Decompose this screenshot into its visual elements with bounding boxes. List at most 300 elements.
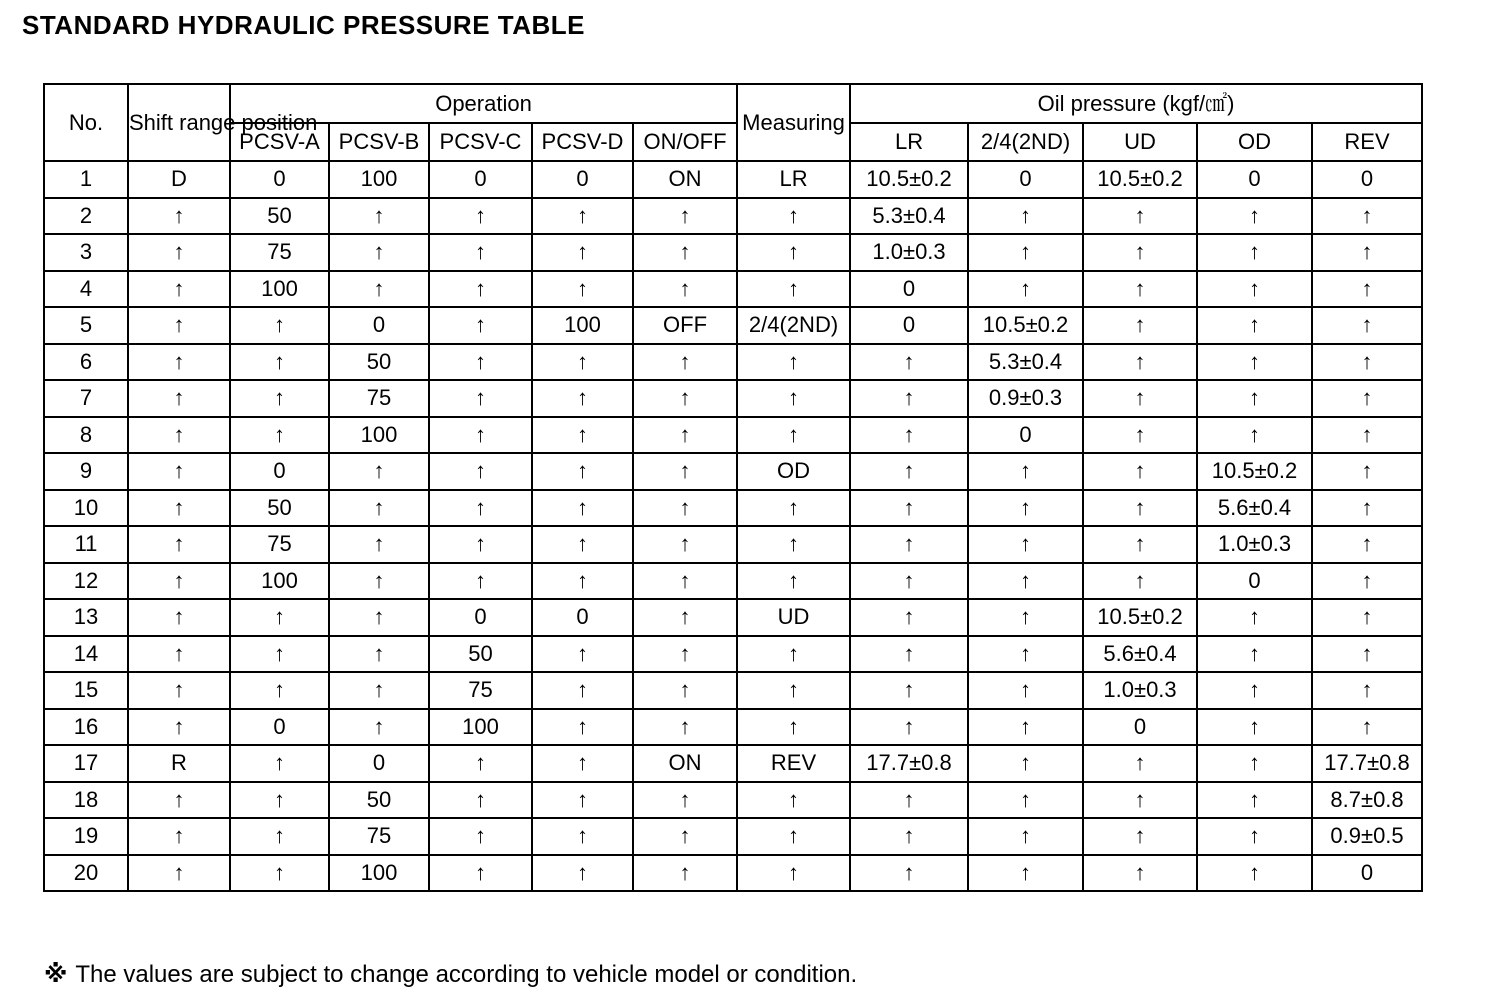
header-ud: UD [1083, 123, 1197, 161]
cell-ud: ↑ [1083, 563, 1197, 600]
cell-shift-range: ↑ [128, 709, 230, 746]
table-row [44, 818, 1422, 855]
cell-on-off: ↑ [633, 636, 737, 673]
cell-ud: ↑ [1083, 198, 1197, 235]
cell-od: 0 [1197, 161, 1312, 198]
cell-rev: ↑ [1312, 709, 1422, 746]
cell-pcsv-d: 100 [532, 307, 633, 344]
cell-pcsv-b: 50 [329, 782, 429, 819]
cell-pcsv-b: ↑ [329, 636, 429, 673]
cell-rev: ↑ [1312, 417, 1422, 454]
hydraulic-pressure-table [43, 83, 1423, 892]
cell-rev: ↑ [1312, 490, 1422, 527]
cell-pcsv-d: ↑ [532, 271, 633, 308]
cell-pcsv-c: ↑ [429, 417, 532, 454]
cell-shift-range: ↑ [128, 380, 230, 417]
cell-measuring: 2/4(2ND) [737, 307, 850, 344]
cell-pcsv-d: ↑ [532, 453, 633, 490]
cell-pcsv-a: 50 [230, 198, 329, 235]
cell-lr: 0 [850, 307, 968, 344]
cell-shift-range: ↑ [128, 234, 230, 271]
cell-pcsv-a: 100 [230, 271, 329, 308]
cell-pcsv-d: ↑ [532, 344, 633, 381]
cell-no: 11 [44, 526, 128, 563]
cell-rev: ↑ [1312, 599, 1422, 636]
cell-no: 13 [44, 599, 128, 636]
cell-pcsv-c: ↑ [429, 234, 532, 271]
cell-lr: ↑ [850, 526, 968, 563]
cell-no: 3 [44, 234, 128, 271]
cell-lr: ↑ [850, 453, 968, 490]
cell-on-off: ↑ [633, 818, 737, 855]
cell-pcsv-b: 100 [329, 855, 429, 892]
cell-shift-range: D [128, 161, 230, 198]
cell-measuring: ↑ [737, 563, 850, 600]
cell-rev: ↑ [1312, 307, 1422, 344]
cell-rev: ↑ [1312, 234, 1422, 271]
cell-pcsv-d: ↑ [532, 855, 633, 892]
cell-measuring: ↑ [737, 380, 850, 417]
cell-2-4-2nd: ↑ [968, 271, 1083, 308]
cell-2-4-2nd: ↑ [968, 599, 1083, 636]
cell-ud: 1.0±0.3 [1083, 672, 1197, 709]
cell-shift-range: ↑ [128, 307, 230, 344]
cell-on-off: ↑ [633, 855, 737, 892]
cell-ud: 10.5±0.2 [1083, 161, 1197, 198]
cell-pcsv-b: ↑ [329, 599, 429, 636]
cell-on-off: ON [633, 161, 737, 198]
table-header [44, 84, 1422, 161]
cell-ud: ↑ [1083, 818, 1197, 855]
cell-pcsv-d: ↑ [532, 380, 633, 417]
cell-measuring: UD [737, 599, 850, 636]
cell-ud: ↑ [1083, 271, 1197, 308]
cell-pcsv-b: ↑ [329, 709, 429, 746]
cell-measuring: ↑ [737, 782, 850, 819]
cell-shift-range: ↑ [128, 490, 230, 527]
cell-ud: 5.6±0.4 [1083, 636, 1197, 673]
cell-pcsv-a: ↑ [230, 344, 329, 381]
cell-pcsv-b: ↑ [329, 271, 429, 308]
cell-on-off: ↑ [633, 198, 737, 235]
cell-od: ↑ [1197, 672, 1312, 709]
header-operation: Operation [230, 84, 737, 123]
cell-2-4-2nd: ↑ [968, 526, 1083, 563]
cell-2-4-2nd: ↑ [968, 234, 1083, 271]
cell-pcsv-b: 100 [329, 417, 429, 454]
cell-measuring: ↑ [737, 636, 850, 673]
table-row [44, 855, 1422, 892]
cell-on-off: ↑ [633, 599, 737, 636]
cell-on-off: ↑ [633, 417, 737, 454]
cell-rev: ↑ [1312, 672, 1422, 709]
cell-od: ↑ [1197, 307, 1312, 344]
table-row [44, 307, 1422, 344]
cell-pcsv-b: ↑ [329, 198, 429, 235]
cell-rev: ↑ [1312, 380, 1422, 417]
cell-no: 6 [44, 344, 128, 381]
table-row [44, 344, 1422, 381]
cell-pcsv-d: ↑ [532, 234, 633, 271]
header-pcsv-c: PCSV-C [429, 123, 532, 161]
cell-pcsv-a: ↑ [230, 417, 329, 454]
cell-measuring: ↑ [737, 490, 850, 527]
page-title: STANDARD HYDRAULIC PRESSURE TABLE [22, 10, 585, 40]
cell-rev: ↑ [1312, 344, 1422, 381]
cell-no: 7 [44, 380, 128, 417]
cell-pcsv-c: 75 [429, 672, 532, 709]
cell-no: 14 [44, 636, 128, 673]
cell-2-4-2nd: 0.9±0.3 [968, 380, 1083, 417]
cell-od: ↑ [1197, 417, 1312, 454]
cell-pcsv-a: 50 [230, 490, 329, 527]
cell-pcsv-c: ↑ [429, 782, 532, 819]
cell-pcsv-d: ↑ [532, 818, 633, 855]
cell-lr: ↑ [850, 782, 968, 819]
cell-ud: ↑ [1083, 417, 1197, 454]
header-row-1 [44, 84, 1422, 123]
cell-od: ↑ [1197, 271, 1312, 308]
table-row [44, 782, 1422, 819]
cell-od: ↑ [1197, 745, 1312, 782]
cell-pcsv-a: 0 [230, 453, 329, 490]
cell-pcsv-b: 50 [329, 344, 429, 381]
cell-2-4-2nd: ↑ [968, 198, 1083, 235]
cell-pcsv-a: 75 [230, 234, 329, 271]
header-row-2 [44, 123, 1422, 161]
cell-pcsv-d: ↑ [532, 709, 633, 746]
header-pcsv-d: PCSV-D [532, 123, 633, 161]
header-shift-range-position: Shift range position [128, 84, 230, 161]
cell-measuring: ↑ [737, 855, 850, 892]
cell-2-4-2nd: 0 [968, 417, 1083, 454]
header-lr: LR [850, 123, 968, 161]
cell-pcsv-b: ↑ [329, 234, 429, 271]
cell-on-off: ↑ [633, 526, 737, 563]
cell-lr: 5.3±0.4 [850, 198, 968, 235]
cell-no: 4 [44, 271, 128, 308]
cell-no: 18 [44, 782, 128, 819]
cell-od: ↑ [1197, 855, 1312, 892]
cell-rev: ↑ [1312, 198, 1422, 235]
cell-on-off: ↑ [633, 563, 737, 600]
cell-on-off: ↑ [633, 709, 737, 746]
cell-shift-range: ↑ [128, 818, 230, 855]
cell-pcsv-d: 0 [532, 599, 633, 636]
table-row [44, 271, 1422, 308]
cell-2-4-2nd: ↑ [968, 490, 1083, 527]
cell-pcsv-c: ↑ [429, 307, 532, 344]
cell-pcsv-b: 100 [329, 161, 429, 198]
cell-lr: ↑ [850, 490, 968, 527]
cell-pcsv-d: ↑ [532, 526, 633, 563]
cell-od: ↑ [1197, 599, 1312, 636]
header-no: No. [44, 84, 128, 161]
cell-pcsv-b: ↑ [329, 453, 429, 490]
cell-lr: ↑ [850, 709, 968, 746]
cell-pcsv-b: ↑ [329, 563, 429, 600]
cell-pcsv-d: ↑ [532, 636, 633, 673]
cell-on-off: ↑ [633, 344, 737, 381]
table-row [44, 490, 1422, 527]
reference-mark-icon: ※ [44, 961, 68, 988]
cell-on-off: ↑ [633, 234, 737, 271]
cell-shift-range: R [128, 745, 230, 782]
cell-rev: 0 [1312, 855, 1422, 892]
cell-shift-range: ↑ [128, 636, 230, 673]
header-2-4-2nd: 2/4(2ND) [968, 123, 1083, 161]
cell-ud: ↑ [1083, 526, 1197, 563]
cell-pcsv-b: 0 [329, 745, 429, 782]
cell-2-4-2nd: ↑ [968, 672, 1083, 709]
cell-no: 17 [44, 745, 128, 782]
cell-rev: 0 [1312, 161, 1422, 198]
cell-no: 10 [44, 490, 128, 527]
cell-pcsv-d: ↑ [532, 490, 633, 527]
cell-on-off: OFF [633, 307, 737, 344]
cell-shift-range: ↑ [128, 672, 230, 709]
cell-pcsv-a: ↑ [230, 672, 329, 709]
cell-pcsv-a: ↑ [230, 307, 329, 344]
cell-measuring: ↑ [737, 818, 850, 855]
cell-pcsv-b: 75 [329, 380, 429, 417]
table-row [44, 198, 1422, 235]
cell-measuring: ↑ [737, 234, 850, 271]
cell-pcsv-a: ↑ [230, 599, 329, 636]
cell-pcsv-a: ↑ [230, 818, 329, 855]
cell-measuring: ↑ [737, 709, 850, 746]
cell-pcsv-d: ↑ [532, 563, 633, 600]
table-row [44, 526, 1422, 563]
cell-on-off: ↑ [633, 380, 737, 417]
cell-ud: ↑ [1083, 782, 1197, 819]
cell-od: ↑ [1197, 636, 1312, 673]
cell-ud: ↑ [1083, 344, 1197, 381]
cell-shift-range: ↑ [128, 344, 230, 381]
cell-shift-range: ↑ [128, 599, 230, 636]
table-row [44, 234, 1422, 271]
cell-pcsv-d: ↑ [532, 672, 633, 709]
cell-pcsv-c: 0 [429, 161, 532, 198]
cell-measuring: REV [737, 745, 850, 782]
header-on-off: ON/OFF [633, 123, 737, 161]
cell-lr: ↑ [850, 818, 968, 855]
table-row [44, 161, 1422, 198]
table-row [44, 599, 1422, 636]
footnote [44, 960, 857, 989]
cell-pcsv-c: ↑ [429, 344, 532, 381]
table-row [44, 636, 1422, 673]
header-od: OD [1197, 123, 1312, 161]
cell-pcsv-a: ↑ [230, 745, 329, 782]
cell-pcsv-d: ↑ [532, 417, 633, 454]
cell-rev: ↑ [1312, 526, 1422, 563]
cell-no: 8 [44, 417, 128, 454]
table-row [44, 563, 1422, 600]
cell-2-4-2nd: 10.5±0.2 [968, 307, 1083, 344]
cell-shift-range: ↑ [128, 782, 230, 819]
cell-2-4-2nd: ↑ [968, 709, 1083, 746]
cell-pcsv-c: ↑ [429, 198, 532, 235]
cell-no: 15 [44, 672, 128, 709]
cell-measuring: ↑ [737, 417, 850, 454]
cell-on-off: ↑ [633, 490, 737, 527]
cell-on-off: ↑ [633, 782, 737, 819]
cell-ud: 10.5±0.2 [1083, 599, 1197, 636]
cell-ud: ↑ [1083, 307, 1197, 344]
cell-rev: 8.7±0.8 [1312, 782, 1422, 819]
cell-pcsv-c: ↑ [429, 453, 532, 490]
cell-lr: 0 [850, 271, 968, 308]
cell-pcsv-c: 100 [429, 709, 532, 746]
cell-lr: ↑ [850, 563, 968, 600]
cell-pcsv-c: ↑ [429, 855, 532, 892]
cell-od: ↑ [1197, 709, 1312, 746]
cell-pcsv-a: ↑ [230, 855, 329, 892]
table-row [44, 745, 1422, 782]
cell-2-4-2nd: ↑ [968, 818, 1083, 855]
cell-od: ↑ [1197, 344, 1312, 381]
cell-rev: 0.9±0.5 [1312, 818, 1422, 855]
cell-2-4-2nd: ↑ [968, 745, 1083, 782]
cell-lr: 10.5±0.2 [850, 161, 968, 198]
cell-2-4-2nd: ↑ [968, 563, 1083, 600]
cell-no: 1 [44, 161, 128, 198]
header-oil-pressure: Oil pressure (kgf/㎠) [850, 84, 1422, 123]
cell-rev: ↑ [1312, 563, 1422, 600]
cell-lr: ↑ [850, 599, 968, 636]
cell-ud: ↑ [1083, 453, 1197, 490]
cell-rev: ↑ [1312, 271, 1422, 308]
cell-measuring: ↑ [737, 271, 850, 308]
header-measuring: Measuring [737, 84, 850, 161]
cell-on-off: ↑ [633, 271, 737, 308]
cell-lr: ↑ [850, 380, 968, 417]
cell-ud: ↑ [1083, 234, 1197, 271]
cell-pcsv-b: ↑ [329, 526, 429, 563]
cell-pcsv-d: 0 [532, 161, 633, 198]
cell-od: 1.0±0.3 [1197, 526, 1312, 563]
cell-pcsv-d: ↑ [532, 782, 633, 819]
cell-pcsv-a: ↑ [230, 782, 329, 819]
cell-lr: ↑ [850, 855, 968, 892]
cell-measuring: ↑ [737, 198, 850, 235]
cell-pcsv-b: ↑ [329, 672, 429, 709]
cell-pcsv-c: ↑ [429, 745, 532, 782]
cell-pcsv-c: ↑ [429, 380, 532, 417]
cell-no: 2 [44, 198, 128, 235]
cell-ud: ↑ [1083, 855, 1197, 892]
cell-pcsv-c: ↑ [429, 563, 532, 600]
cell-pcsv-a: 100 [230, 563, 329, 600]
cell-pcsv-d: ↑ [532, 745, 633, 782]
cell-pcsv-d: ↑ [532, 198, 633, 235]
cell-no: 5 [44, 307, 128, 344]
cell-shift-range: ↑ [128, 417, 230, 454]
cell-pcsv-c: ↑ [429, 271, 532, 308]
table-row [44, 709, 1422, 746]
cell-pcsv-c: ↑ [429, 818, 532, 855]
cell-2-4-2nd: ↑ [968, 636, 1083, 673]
cell-lr: ↑ [850, 672, 968, 709]
table-body [44, 161, 1422, 891]
cell-2-4-2nd: 0 [968, 161, 1083, 198]
cell-pcsv-c: ↑ [429, 526, 532, 563]
cell-pcsv-a: ↑ [230, 380, 329, 417]
cell-rev: 17.7±0.8 [1312, 745, 1422, 782]
cell-shift-range: ↑ [128, 855, 230, 892]
cell-shift-range: ↑ [128, 453, 230, 490]
cell-lr: ↑ [850, 636, 968, 673]
cell-pcsv-c: 50 [429, 636, 532, 673]
cell-measuring: OD [737, 453, 850, 490]
table-row [44, 453, 1422, 490]
cell-pcsv-b: 0 [329, 307, 429, 344]
table-row [44, 417, 1422, 454]
cell-no: 20 [44, 855, 128, 892]
table-row [44, 380, 1422, 417]
header-pcsv-b: PCSV-B [329, 123, 429, 161]
cell-measuring: LR [737, 161, 850, 198]
cell-lr: 17.7±0.8 [850, 745, 968, 782]
cell-od: ↑ [1197, 234, 1312, 271]
cell-measuring: ↑ [737, 672, 850, 709]
cell-2-4-2nd: 5.3±0.4 [968, 344, 1083, 381]
cell-pcsv-b: 75 [329, 818, 429, 855]
cell-od: ↑ [1197, 782, 1312, 819]
cell-lr: 1.0±0.3 [850, 234, 968, 271]
table-row [44, 672, 1422, 709]
cell-shift-range: ↑ [128, 198, 230, 235]
cell-pcsv-b: ↑ [329, 490, 429, 527]
cell-shift-range: ↑ [128, 271, 230, 308]
cell-pcsv-c: 0 [429, 599, 532, 636]
cell-on-off: ↑ [633, 672, 737, 709]
cell-on-off: ↑ [633, 453, 737, 490]
cell-od: 5.6±0.4 [1197, 490, 1312, 527]
cell-no: 19 [44, 818, 128, 855]
cell-lr: ↑ [850, 344, 968, 381]
header-rev: REV [1312, 123, 1422, 161]
cell-ud: ↑ [1083, 490, 1197, 527]
cell-2-4-2nd: ↑ [968, 782, 1083, 819]
cell-od: ↑ [1197, 380, 1312, 417]
cell-ud: 0 [1083, 709, 1197, 746]
cell-2-4-2nd: ↑ [968, 453, 1083, 490]
cell-pcsv-c: ↑ [429, 490, 532, 527]
cell-on-off: ON [633, 745, 737, 782]
cell-pcsv-a: 75 [230, 526, 329, 563]
cell-2-4-2nd: ↑ [968, 855, 1083, 892]
cell-lr: ↑ [850, 417, 968, 454]
cell-measuring: ↑ [737, 526, 850, 563]
cell-pcsv-a: ↑ [230, 636, 329, 673]
cell-od: ↑ [1197, 818, 1312, 855]
cell-no: 16 [44, 709, 128, 746]
cell-measuring: ↑ [737, 344, 850, 381]
cell-ud: ↑ [1083, 745, 1197, 782]
cell-rev: ↑ [1312, 453, 1422, 490]
cell-rev: ↑ [1312, 636, 1422, 673]
cell-no: 12 [44, 563, 128, 600]
cell-od: 0 [1197, 563, 1312, 600]
cell-pcsv-a: 0 [230, 709, 329, 746]
footnote-text: The values are subject to change according to vehicle model or condition. [75, 961, 858, 988]
cell-ud: ↑ [1083, 380, 1197, 417]
cell-shift-range: ↑ [128, 526, 230, 563]
cell-no: 9 [44, 453, 128, 490]
cell-od: 10.5±0.2 [1197, 453, 1312, 490]
